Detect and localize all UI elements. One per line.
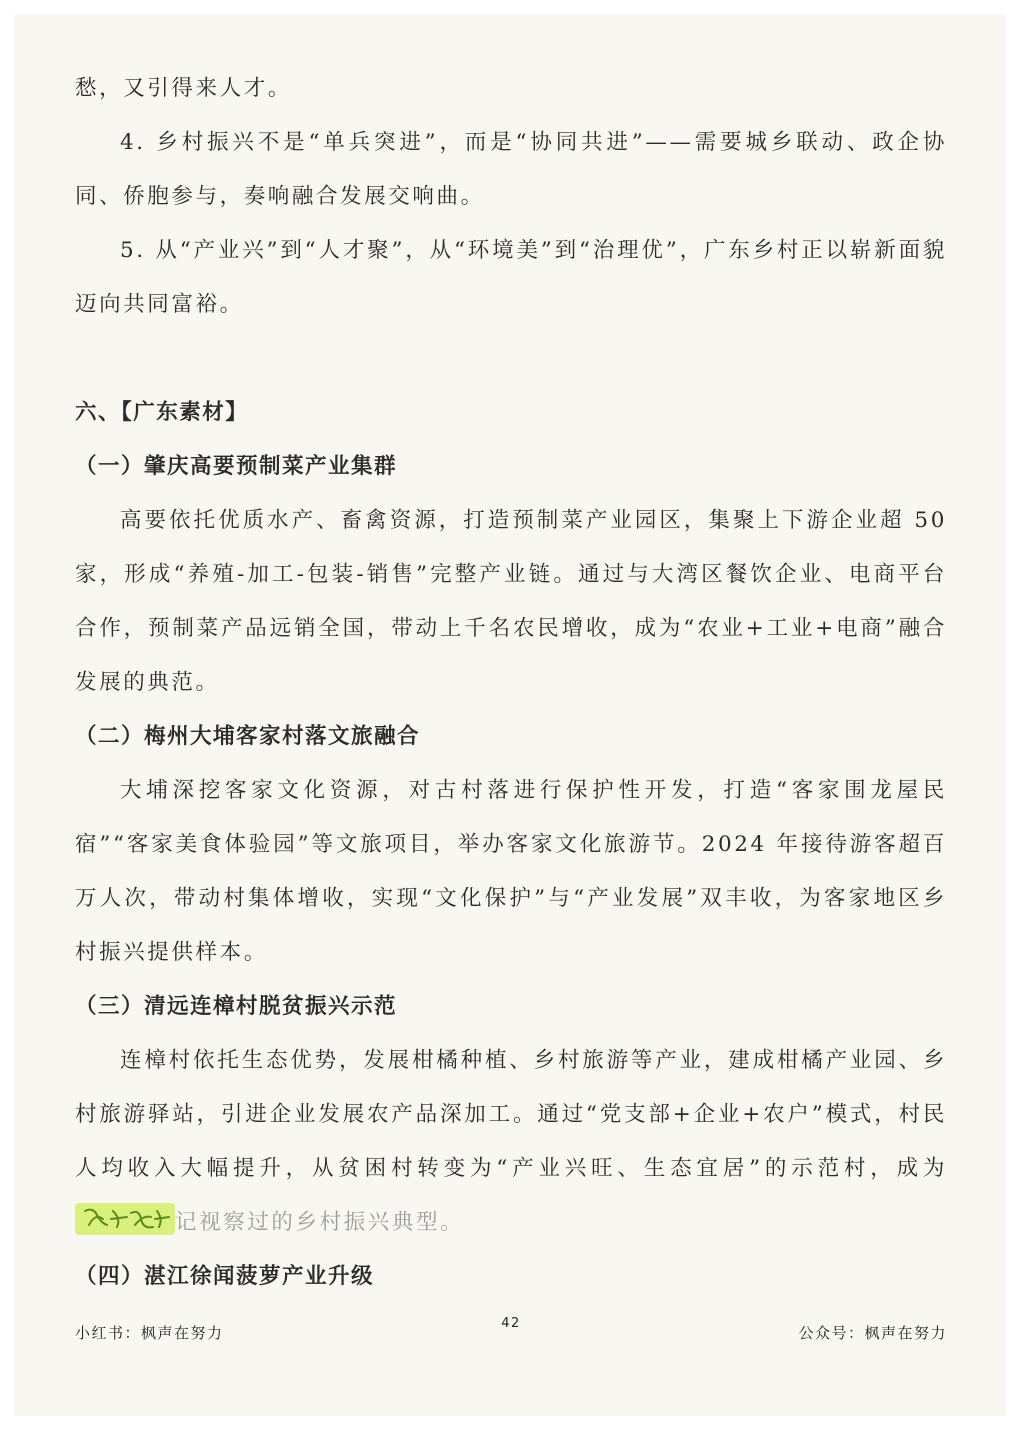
case-2-heading: （二）梅州大埔客家村落文旅融合 bbox=[75, 724, 421, 749]
case-3-body bbox=[75, 1034, 947, 1250]
case-1-heading: （一）肇庆高要预制菜产业集群 bbox=[75, 454, 398, 479]
footer-xiaohongshu: 小红书：枫声在努力 bbox=[75, 1324, 224, 1342]
footer-wechat: 公众号：枫声在努力 bbox=[798, 1324, 947, 1342]
case-2-body: 大埔深挖客家文化资源，对古村落进行保护性开发，打造“客家围龙屋民宿”“客家美食体验园”等文旅项目，举办客家文化旅游节。2024 年接待游客超百万人次，带动村集体增收，实现“文化保护”与“产业发展”双丰收，为客家地区乡村振兴提供样本。 bbox=[75, 778, 947, 965]
paragraph-point-5: 5. 从“产业兴”到“人才聚”，从“环境美”到“治理优”，广东乡村正以崭新面貌迈向共同富裕。 bbox=[75, 238, 947, 317]
paragraph-continuation: 愁，又引得来人才。 bbox=[75, 76, 292, 101]
case-4-heading: （四）湛江徐闻菠萝产业升级 bbox=[75, 1264, 375, 1289]
page-number: 42 bbox=[501, 1316, 521, 1331]
handwritten-redaction-mark bbox=[75, 1203, 175, 1235]
case-3-heading: （三）清远连樟村脱贫振兴示范 bbox=[75, 994, 398, 1019]
case-3-body-tail: 记视察过的乡村振兴典型。 bbox=[175, 1210, 465, 1235]
document-body bbox=[75, 62, 947, 1304]
document-page bbox=[14, 14, 1006, 1416]
page-footer bbox=[75, 1316, 947, 1346]
case-3-body-text: 连樟村依托生态优势，发展柑橘种植、乡村旅游等产业，建成柑橘产业园、乡村旅游驿站，引进企业发展农产品深加工。通过“党支部+企业+农户”模式，村民人均收入大幅提升，从贫困村转变为“产业兴旺、生态宜居”的示范村，成为 bbox=[75, 1048, 947, 1181]
case-1-body: 高要依托优质水产、畜禽资源，打造预制菜产业园区，集聚上下游企业超 50 家，形成“养殖-加工-包装-销售”完整产业链。通过与大湾区餐饮企业、电商平台合作，预制菜产品远销全国，带动上千名农民增收，成为“农业+工业+电商”融合发展的典范。 bbox=[75, 508, 947, 695]
section-title: 六、【广东素材】 bbox=[75, 400, 249, 425]
paragraph-point-4: 4. 乡村振兴不是“单兵突进”，而是“协同共进”——需要城乡联动、政企协同、侨胞参与，奏响融合发展交响曲。 bbox=[75, 130, 947, 209]
